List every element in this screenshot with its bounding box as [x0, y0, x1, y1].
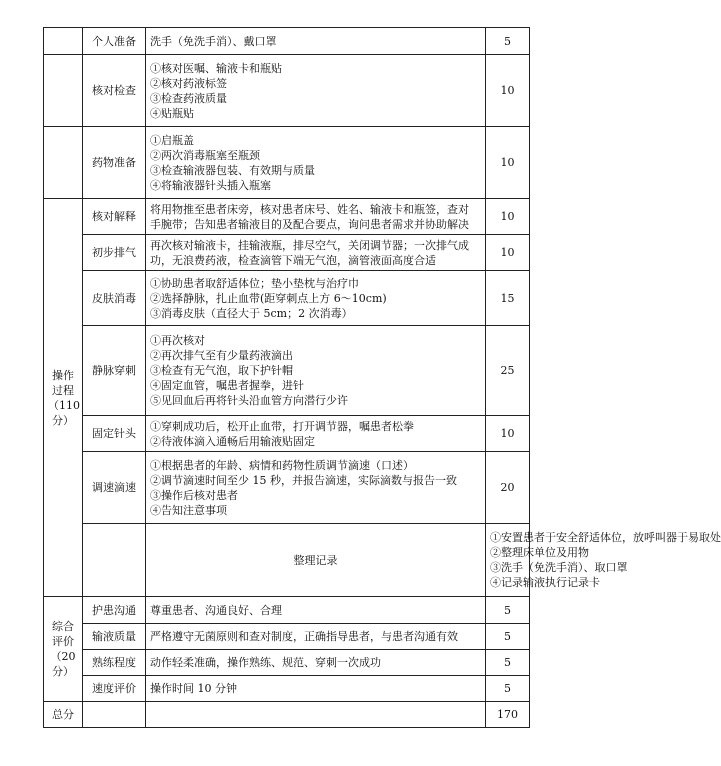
item-content: ①安置患者于安全舒适体位，放呼叫器于易取处 ②整理床单位及用物 ③洗手（免洗手消）、取口罩 ④记录输液执行记录卡 [486, 524, 530, 597]
item-score: 5 [486, 624, 530, 650]
total-score: 170 [486, 702, 530, 728]
total-blank [83, 702, 146, 728]
item-content: 将用物推至患者床旁，核对患者床号、姓名、输液卡和瓶签，查对 手腕带；告知患者输液目的及配合要点，询问患者需求并协助解决 [146, 199, 486, 235]
table-row [44, 271, 530, 326]
table-row [44, 597, 530, 624]
table-row [44, 326, 530, 416]
item-name: 核对解释 [83, 199, 146, 235]
category-cell-blank [44, 127, 83, 199]
item-score: 20 [486, 452, 530, 524]
item-score: 10 [486, 416, 530, 452]
item-name: 核对检查 [83, 55, 146, 127]
item-content: ①再次核对 ②再次排气至有少量药液滴出 ③检查有无气泡，取下护针帽 ④固定血管，嘱患者握拳，进针 ⑤见回血后再将针头沿血管方向潜行少许 [146, 326, 486, 416]
item-content: 洗手（免洗手消）、戴口罩 [146, 28, 486, 55]
item-score: 5 [486, 650, 530, 676]
table-row [44, 235, 530, 271]
item-content: ①核对医嘱、输液卡和瓶贴 ②核对药液标签 ③检查药液质量 ④贴瓶贴 [146, 55, 486, 127]
table-row [44, 127, 530, 199]
item-content: ①穿刺成功后，松开止血带，打开调节器，嘱患者松拳 ②待液体滴入通畅后用输液贴固定 [146, 416, 486, 452]
item-content: ①协助患者取舒适体位；垫小垫枕与治疗巾 ②选择静脉，扎止血带(距穿刺点上方 6～10cm) ③消毒皮肤（直径大于 5cm；2 次消毒） [146, 271, 486, 326]
item-name: 静脉穿刺 [83, 326, 146, 416]
item-content: 严格遵守无菌原则和查对制度，正确指导患者，与患者沟通有效 [146, 624, 486, 650]
item-content: 尊重患者、沟通良好、合理 [146, 597, 486, 624]
total-blank [146, 702, 486, 728]
table-row [44, 28, 530, 55]
total-row [44, 702, 530, 728]
item-name: 整理记录 [146, 524, 486, 597]
item-name: 初步排气 [83, 235, 146, 271]
category-evaluation: 综合 评价 （20 分） [44, 597, 83, 702]
item-name: 护患沟通 [83, 597, 146, 624]
table-row [44, 650, 530, 676]
table-row [44, 199, 530, 235]
table-row [44, 416, 530, 452]
category-operation: 操作 过程 （110 分） [44, 199, 83, 597]
item-score: 5 [486, 597, 530, 624]
table-row [44, 55, 530, 127]
category-cell-blank [44, 55, 83, 127]
table-row [44, 676, 530, 702]
item-name: 熟练程度 [83, 650, 146, 676]
item-score: 25 [486, 326, 530, 416]
category-cell-blank [83, 524, 146, 597]
item-score: 5 [486, 28, 530, 55]
category-cell-blank [44, 28, 83, 55]
item-name: 固定针头 [83, 416, 146, 452]
item-content: ①启瓶盖 ②两次消毒瓶塞至瓶颈 ③检查输液器包装、有效期与质量 ④将输液器针头插入瓶塞 [146, 127, 486, 199]
item-name: 个人准备 [83, 28, 146, 55]
item-content: 再次核对输液卡，挂输液瓶，排尽空气，关闭调节器；一次排气成 功，无浪费药液，检查滴管下端无气泡，滴管液面高度合适 [146, 235, 486, 271]
item-name: 速度评价 [83, 676, 146, 702]
item-score: 5 [486, 676, 530, 702]
total-label: 总分 [44, 702, 83, 728]
item-name: 输液质量 [83, 624, 146, 650]
item-score: 10 [486, 127, 530, 199]
item-score: 15 [486, 271, 530, 326]
item-content: 操作时间 10 分钟 [146, 676, 486, 702]
item-score: 10 [486, 235, 530, 271]
item-content: ①根据患者的年龄、病情和药物性质调节滴速（口述） ②调节滴速时间至少 15 秒，并报告滴速，实际滴数与报告一致 ③操作后核对患者 ④告知注意事项 [146, 452, 486, 524]
table-row [44, 452, 530, 524]
scoring-table [43, 27, 721, 728]
table-row [44, 624, 530, 650]
item-content: 动作轻柔准确，操作熟练、规范、穿刺一次成功 [146, 650, 486, 676]
item-score: 10 [486, 199, 530, 235]
item-name: 皮肤消毒 [83, 271, 146, 326]
item-score: 10 [486, 55, 530, 127]
table-row [44, 524, 530, 597]
item-name: 调速滴速 [83, 452, 146, 524]
item-name: 药物准备 [83, 127, 146, 199]
